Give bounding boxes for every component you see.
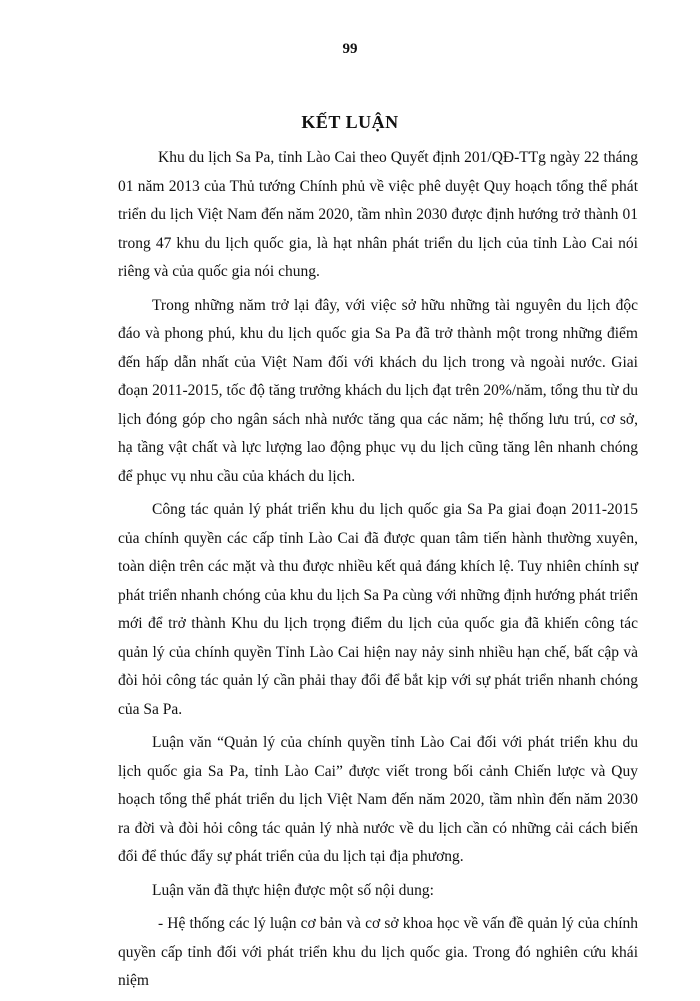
paragraph-recent-years: Trong những năm trở lại đây, với việc sở hữu những tài nguyên du lịch độc đáo và phong phú, khu du lịch quốc gia Sa Pa đã trở thành một trong những điểm đến hấp dẫn nhất của Việt Nam đối với khách du lịch trong và ngoài nước. Giai đoạn 2011-2015, tốc độ tăng trưởng khách du lịch đạt trên 20%/năm, tổng thu từ du lịch đóng góp cho ngân sách nhà nước tăng qua các năm; hệ thống lưu trú, cơ sở, hạ tầng vật chất và lực lượng lao động phục vụ du lịch cũng tăng lên nhanh chóng để phục vụ nhu cầu của khách du lịch. bbox=[118, 296, 638, 485]
paragraph-contents-intro: Luận văn đã thực hiện được một số nội dung: bbox=[152, 881, 434, 899]
page-number: 99 bbox=[342, 41, 358, 57]
paragraph-thesis: Luận văn “Quản lý của chính quyền tỉnh Lào Cai đối với phát triển khu du lịch quốc gia Sa Pa, tỉnh Lào Cai” được viết trong bối cảnh Chiến lược và Quy hoạch tổng thể phát triển du lịch Việt Nam đến năm 2020, tầm nhìn đến năm 2030 ra đời và đòi hỏi công tác quản lý nhà nước về du lịch cần có những cải cách biến đổi để thúc đẩy sự phát triển của du lịch tại địa phương. bbox=[118, 734, 638, 865]
paragraph-bullet: - Hệ thống các lý luận cơ bản và cơ sở khoa học về vấn đề quản lý của chính quyền cấp tỉnh đối với phát triển khu du lịch quốc gia. Trong đó nghiên cứu khái niệm bbox=[118, 915, 638, 989]
paragraph-management: Công tác quản lý phát triển khu du lịch quốc gia Sa Pa giai đoạn 2011-2015 của chính quyền các cấp tỉnh Lào Cai đã được quan tâm tiến hành thường xuyên, toàn diện trên các mặt và thu được nhiều kết quả đáng khích lệ. Tuy nhiên chính sự phát triển nhanh chóng của khu du lịch Sa Pa cùng với những định hướng phát triển mới để trở thành Khu du lịch trọng điểm du lịch của quốc gia đã khiến công tác quản lý của chính quyền Tỉnh Lào Cai hiện nay nảy sinh nhiều hạn chế, bất cập và đòi hỏi công tác quản lý cần phải thay đổi để bắt kịp với sự phát triển nhanh chóng của Sa Pa. bbox=[118, 501, 638, 718]
chapter-title: KẾT LUẬN bbox=[301, 112, 399, 132]
paragraph-intro: Khu du lịch Sa Pa, tỉnh Lào Cai theo Quyết định 201/QĐ-TTg ngày 22 tháng 01 năm 2013 của Thủ tướng Chính phủ về việc phê duyệt Quy hoạch tổng thể phát triển du lịch Việt Nam đến năm 2020, tầm nhìn 2030 được định hướng trở thành 01 trong 47 khu du lịch quốc gia, là hạt nhân phát triển du lịch của tỉnh Lào Cai nói riêng và của quốc gia nói chung. bbox=[118, 149, 638, 280]
body-text bbox=[118, 144, 638, 1001]
